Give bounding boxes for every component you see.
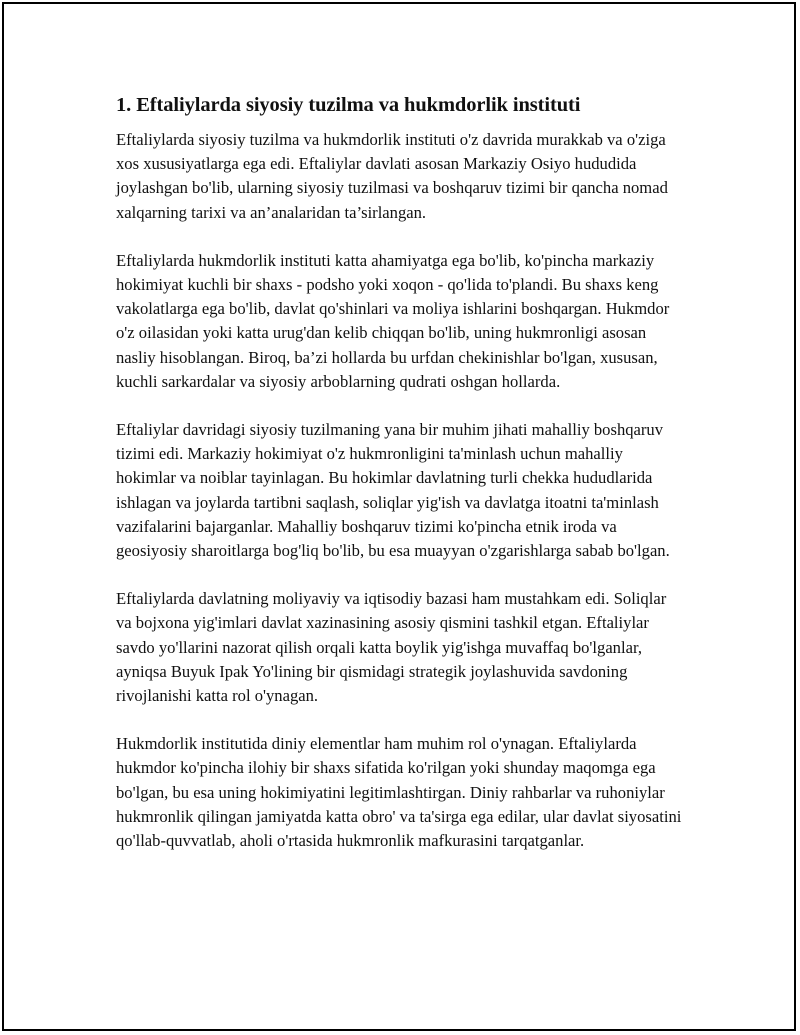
paragraph-4: Eftaliylarda davlatning moliyaviy va iqtisodiy bazasi ham mustahkam edi. Soliqlar va bojxona yig'imlari davlat xazinasining asosiy qismini tashkil etgan. Eftaliylar savdo yo'llarini nazorat qilish orqali katta boylik yig'ishga muvaffaq bo'lganlar, ayniqsa Buyuk Ipak Yo'lining bir qismidagi strategik joylashuvida savdoning rivojlanishi katta rol o'ynagan. [116, 589, 667, 706]
paragraph-3: Eftaliylar davridagi siyosiy tuzilmaning yana bir muhim jihati mahalliy boshqaruv tizimi edi. Markaziy hokimiyat o'z hukmronligini ta'minlash uchun mahalliy hokimlar va noiblar tayinlagan. Bu hokimlar davlatning turli chekka hududlarida ishlagan va joylarda tartibni saqlash, soliqlar yig'ish va davlatga itoatni ta'minlash vazifalarini bajarganlar. Mahalliy boshqaruv tizimi ko'pincha etnik iroda va geosiyosiy sharoitlarga bog'liq bo'lib, bu esa muayyan o'zgarishlarga sabab bo'lgan. [116, 420, 670, 561]
document-body [116, 92, 686, 877]
paragraph-5: Hukmdorlik institutida diniy elementlar ham muhim rol o'ynagan. Eftaliylarda hukmdor ko'pincha ilohiy bir shaxs sifatida ko'rilgan yoki shunday maqomga ega bo'lgan, bu esa uning hokimiyatini legitimlashtirgan. Diniy rahbarlar va ruhoniylar hukmronlik qilingan jamiyatda katta obro' va ta'sirga ega edilar, ular davlat siyosatini qo'llab-quvvatlab, aholi o'rtasida hukmronlik mafkurasini tarqatganlar. [116, 734, 682, 851]
paragraph-1: Eftaliylarda siyosiy tuzilma va hukmdorlik instituti o'z davrida murakkab va o'ziga xos xususiyatlarga ega edi. Eftaliylar davlati asosan Markaziy Osiyo hududida joylashgan bo'lib, ularning siyosiy tuzilmasi va boshqaruv tizimi bir qancha nomad xalqarning tarixi va an’analaridan ta’sirlangan. [116, 130, 668, 222]
paragraph-2: Eftaliylarda hukmdorlik instituti katta ahamiyatga ega bo'lib, ko'pincha markaziy hokimiyat kuchli bir shaxs - podsho yoki xoqon - qo'lida to'plandi. Bu shaxs keng vakolatlarga ega bo'lib, davlat qo'shinlari va moliya ishlarini boshqargan. Hukmdor o'z oilasidan yoki katta urug'dan kelib chiqqan bo'lib, uning hukmronligi asosan nasliy hisoblangan. Biroq, ba’zi hollarda bu urfdan chekinishlar bo'lgan, xususan, kuchli sarkardalar va siyosiy arboblarning qudrati oshgan hollarda. [116, 250, 670, 391]
section-heading: 1. Eftaliylarda siyosiy tuzilma va hukmdorlik instituti [116, 94, 581, 116]
